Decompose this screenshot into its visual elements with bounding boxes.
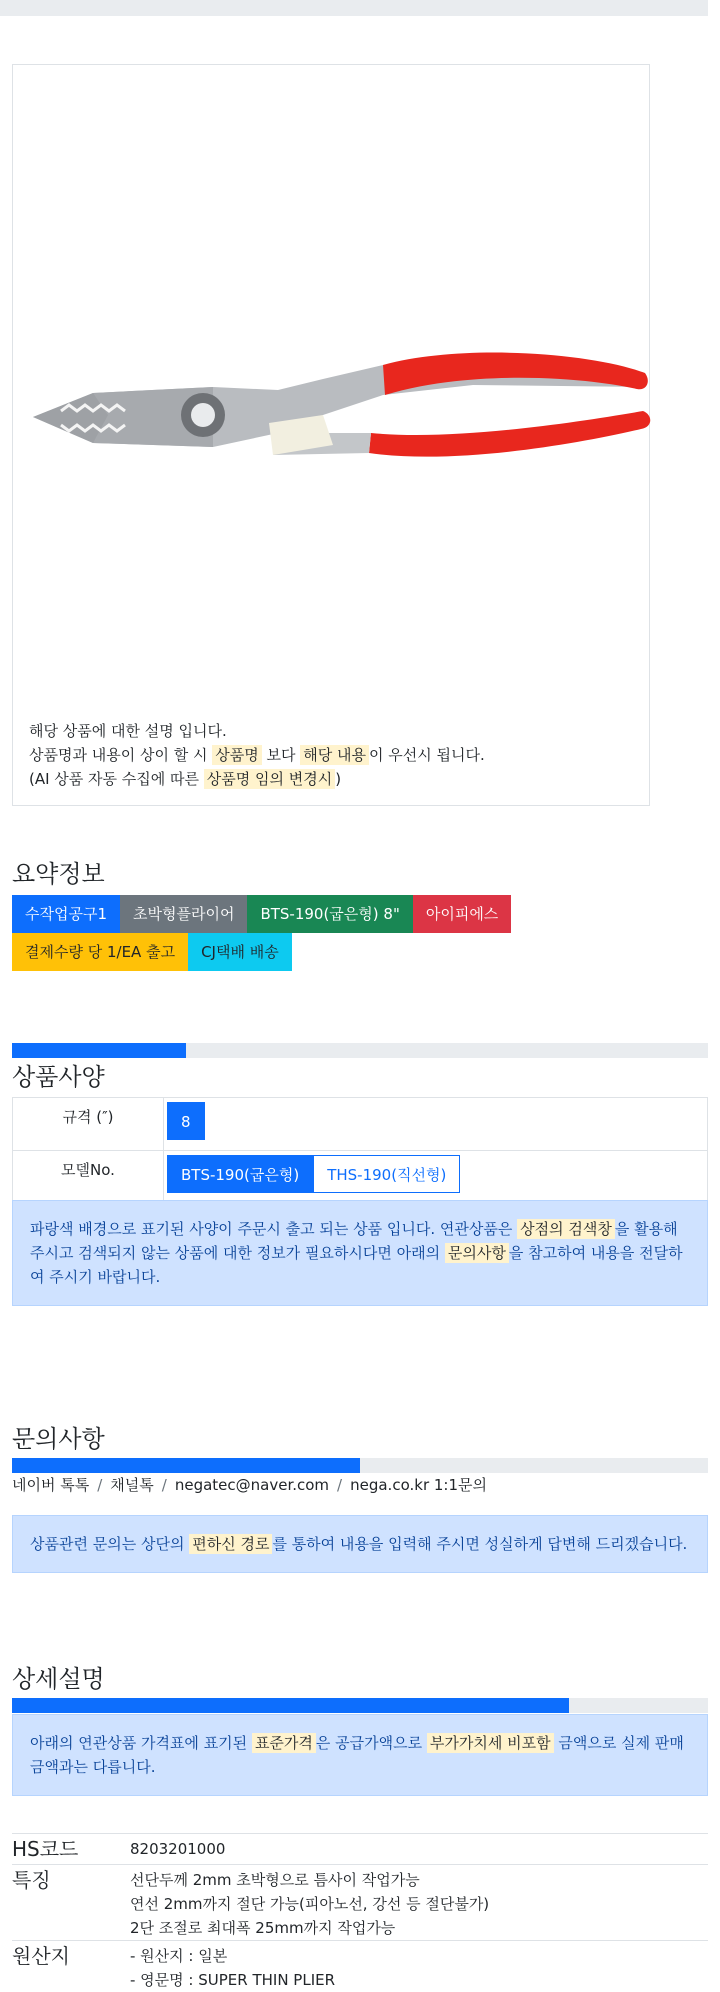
notice-text: 아래의 연관상품 가격표에 표기된 bbox=[30, 1734, 252, 1752]
summary-badges-row-2 bbox=[12, 933, 292, 971]
desc-highlight: 해당 내용 bbox=[300, 745, 369, 765]
top-bar bbox=[0, 0, 708, 16]
spec-progress bbox=[12, 1043, 708, 1058]
badge-shipping: CJ택배 배송 bbox=[188, 933, 292, 971]
inquiry-progress-fill bbox=[12, 1458, 360, 1473]
product-card bbox=[12, 64, 650, 806]
info-value-hs-code bbox=[130, 1834, 708, 1865]
spec-row-model bbox=[13, 1151, 708, 1204]
spec-title: 상품사양 bbox=[12, 1057, 105, 1092]
info-value-features bbox=[130, 1865, 708, 1941]
notice-text: 상품관련 문의는 상단의 bbox=[30, 1535, 189, 1553]
badge-quantity: 결제수량 당 1/EA 출고 bbox=[12, 933, 188, 971]
detail-info-table bbox=[12, 1833, 708, 1992]
spec-table bbox=[12, 1097, 708, 1204]
notice-highlight-route: 편하신 경로 bbox=[189, 1534, 272, 1554]
summary-badges-row-1 bbox=[12, 895, 511, 933]
info-value-origin bbox=[130, 1941, 708, 1992]
desc-text: 해당 상품에 대한 설명 입니다. bbox=[29, 722, 227, 740]
breadcrumb-separator: / bbox=[89, 1476, 110, 1494]
notice-highlight-price: 표준가격 bbox=[252, 1733, 316, 1753]
option-model-ths190[interactable]: THS-190(직선형) bbox=[313, 1155, 460, 1193]
notice-text: 파랑색 배경으로 표기된 사양이 주문시 출고 되는 상품 입니다. 연관상품은 bbox=[30, 1220, 517, 1238]
breadcrumb-separator: / bbox=[329, 1476, 350, 1494]
inquiry-notice bbox=[12, 1515, 708, 1573]
link-channeltalk[interactable]: 채널톡 bbox=[110, 1476, 153, 1494]
link-email[interactable]: negatec@naver.com bbox=[175, 1476, 329, 1494]
detail-progress-fill bbox=[12, 1698, 569, 1713]
notice-highlight-inquiry: 문의사항 bbox=[445, 1243, 509, 1263]
badge-model: BTS-190(굽은형) 8" bbox=[247, 895, 412, 933]
desc-text: 보다 bbox=[262, 746, 301, 764]
notice-text: 를 통하여 내용을 입력해 주시면 성실하게 답변해 드리겠습니다. bbox=[272, 1535, 687, 1553]
notice-text: 금액으로 실제 판매금액과는 다릅니다. bbox=[30, 1734, 684, 1776]
notice-text: 을 활용해 주시고 검색되지 않는 상품에 대한 정보가 필요하시다면 아래의 bbox=[30, 1220, 678, 1262]
desc-text: (AI 상품 자동 수집에 따른 bbox=[29, 770, 204, 788]
link-naver-talktalk[interactable]: 네이버 톡톡 bbox=[12, 1476, 89, 1494]
info-value-line: 2단 조절로 최대폭 25mm까지 작업가능 bbox=[130, 1916, 708, 1940]
info-value-line: 선단두께 2mm 초박형으로 틈사이 작업가능 bbox=[130, 1868, 708, 1892]
info-key-features: 특징 bbox=[12, 1865, 130, 1941]
desc-line-1 bbox=[29, 719, 485, 743]
info-value-line: - 영문명 : SUPER THIN PLIER bbox=[130, 1968, 708, 1992]
badge-product-type: 초박형플라이어 bbox=[120, 895, 247, 933]
info-value-line: 연선 2mm까지 절단 가능(피아노선, 강선 등 절단불가) bbox=[130, 1892, 708, 1916]
info-row-origin bbox=[12, 1941, 708, 1992]
detail-notice bbox=[12, 1714, 708, 1796]
detail-progress bbox=[12, 1698, 708, 1713]
desc-line-3 bbox=[29, 767, 485, 791]
inquiry-title: 문의사항 bbox=[12, 1419, 105, 1454]
info-value-line: 8203201000 bbox=[130, 1837, 708, 1861]
inquiry-links bbox=[12, 1474, 487, 1495]
plier-image bbox=[33, 315, 653, 515]
summary-title: 요약정보 bbox=[12, 854, 105, 889]
notice-highlight-vat: 부가가치세 비포함 bbox=[427, 1733, 554, 1753]
link-one-to-one-inquiry[interactable]: nega.co.kr 1:1문의 bbox=[350, 1476, 487, 1494]
info-row-features bbox=[12, 1865, 708, 1941]
desc-text: 상품명과 내용이 상이 할 시 bbox=[29, 746, 212, 764]
inquiry-progress bbox=[12, 1458, 708, 1473]
option-size-8[interactable]: 8 bbox=[167, 1102, 205, 1140]
notice-text: 은 공급가액으로 bbox=[316, 1734, 427, 1752]
breadcrumb-separator: / bbox=[154, 1476, 175, 1494]
notice-text: 을 참고하여 내용을 전달하여 주시기 바랍니다. bbox=[30, 1244, 683, 1286]
notice-highlight-search: 상점의 검색창 bbox=[517, 1219, 615, 1239]
desc-text: 이 우선시 됩니다. bbox=[369, 746, 485, 764]
spec-values-model bbox=[164, 1151, 708, 1204]
desc-highlight: 상품명 bbox=[212, 745, 261, 765]
info-key-origin: 원산지 bbox=[12, 1941, 130, 1992]
desc-text: ) bbox=[335, 770, 341, 788]
info-key-hs-code: HS코드 bbox=[12, 1834, 130, 1865]
product-description bbox=[29, 719, 485, 791]
spec-notice bbox=[12, 1200, 708, 1306]
desc-highlight: 상품명 임의 변경시 bbox=[204, 769, 335, 789]
info-value-line: - 원산지 : 일본 bbox=[130, 1944, 708, 1968]
info-row-hs-code bbox=[12, 1834, 708, 1865]
desc-line-2 bbox=[29, 743, 485, 767]
spec-values-size bbox=[164, 1098, 708, 1151]
badge-category: 수작업공구1 bbox=[12, 895, 120, 933]
spec-progress-fill bbox=[12, 1043, 186, 1058]
spec-label-size: 규격 (″) bbox=[13, 1098, 164, 1151]
spec-row-size bbox=[13, 1098, 708, 1151]
spec-label-model: 모델No. bbox=[13, 1151, 164, 1204]
option-model-bts190[interactable]: BTS-190(굽은형) bbox=[167, 1155, 313, 1193]
detail-title: 상세설명 bbox=[12, 1659, 105, 1694]
badge-brand: 아이피에스 bbox=[413, 895, 511, 933]
